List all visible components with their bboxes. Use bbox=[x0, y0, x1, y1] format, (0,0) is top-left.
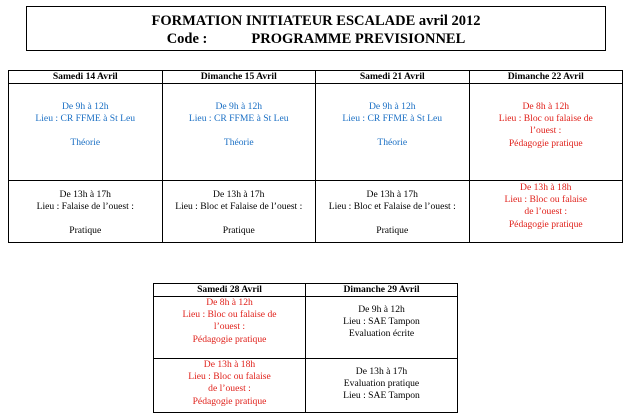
session-location: Lieu : Bloc ou falaise de bbox=[182, 309, 277, 321]
session-time: De 13h à 17h bbox=[355, 366, 408, 377]
session-type: Théorie bbox=[223, 137, 254, 149]
title-line-1: FORMATION INITIATEUR ESCALADE avril 2012 bbox=[151, 13, 481, 29]
session-type: Pratique bbox=[376, 225, 409, 237]
session-location: Lieu : Bloc et Falaise de l’ouest : bbox=[328, 201, 456, 213]
morning-session-cell bbox=[306, 297, 458, 359]
session-time: De 9h à 12h bbox=[215, 101, 263, 112]
session-location-cont: de l’ouest : bbox=[208, 383, 251, 395]
session-location: Lieu : CR FFME à St Leu bbox=[188, 113, 289, 125]
afternoon-session-cell bbox=[469, 181, 623, 243]
session-location: Lieu : Bloc et Falaise de l’ouest : bbox=[175, 201, 303, 213]
table-header-row bbox=[9, 71, 623, 84]
session-type: Evaluation pratique bbox=[343, 378, 420, 390]
session-location: Lieu : Falaise de l’ouest : bbox=[36, 201, 134, 213]
session-time: De 13h à 18h bbox=[520, 182, 572, 193]
session-time: De 9h à 12h bbox=[61, 101, 109, 112]
session-time: De 13h à 17h bbox=[366, 189, 418, 200]
day-header: Samedi 21 Avril bbox=[316, 71, 470, 84]
afternoon-session-cell bbox=[9, 181, 163, 243]
session-location-cont: l’ouest : bbox=[530, 125, 562, 137]
programme-label: PROGRAMME PREVISIONNEL bbox=[251, 31, 466, 47]
session-type: Evaluation écrite bbox=[348, 328, 415, 340]
session-location-cont: de l’ouest : bbox=[524, 206, 568, 218]
session-type: Pédagogie pratique bbox=[192, 395, 267, 407]
afternoon-session-cell bbox=[306, 359, 458, 413]
session-time: De 8h à 12h bbox=[206, 297, 253, 308]
afternoon-row bbox=[9, 181, 623, 243]
day-header: Dimanche 15 Avril bbox=[162, 71, 316, 84]
session-type: Pédagogie pratique bbox=[508, 218, 583, 230]
morning-session-cell bbox=[9, 84, 163, 181]
morning-row bbox=[154, 297, 458, 359]
day-header: Dimanche 22 Avril bbox=[469, 71, 623, 84]
morning-session-cell bbox=[154, 297, 306, 359]
session-type: Théorie bbox=[377, 137, 408, 149]
session-type: Théorie bbox=[70, 137, 101, 149]
afternoon-session-cell bbox=[162, 181, 316, 243]
title-line-2 bbox=[27, 30, 605, 48]
session-location: Lieu : SAE Tampon bbox=[343, 390, 420, 402]
session-time: De 13h à 18h bbox=[203, 359, 256, 370]
schedule-table-week-1 bbox=[8, 70, 623, 243]
session-type: Pratique bbox=[222, 225, 255, 237]
session-type: Pédagogie pratique bbox=[508, 137, 583, 149]
session-time: De 9h à 12h bbox=[368, 101, 416, 112]
session-time: De 8h à 12h bbox=[522, 101, 570, 112]
day-header: Samedi 14 Avril bbox=[9, 71, 163, 84]
session-time: De 13h à 17h bbox=[59, 189, 111, 200]
morning-row bbox=[9, 84, 623, 181]
morning-session-cell bbox=[469, 84, 623, 181]
session-location: Lieu : Bloc ou falaise de bbox=[498, 113, 593, 125]
code-label: Code : bbox=[166, 31, 208, 47]
session-time: De 13h à 17h bbox=[213, 189, 265, 200]
session-location-cont: l’ouest : bbox=[213, 321, 246, 333]
session-type: Pratique bbox=[69, 225, 102, 237]
morning-session-cell bbox=[316, 84, 470, 181]
document-title bbox=[26, 6, 606, 51]
session-location: Lieu : CR FFME à St Leu bbox=[342, 113, 443, 125]
session-location: Lieu : SAE Tampon bbox=[343, 316, 420, 328]
morning-session-cell bbox=[162, 84, 316, 181]
schedule-table-week-2 bbox=[153, 283, 458, 413]
session-time: De 9h à 12h bbox=[358, 304, 405, 315]
afternoon-session-cell bbox=[154, 359, 306, 413]
table-header-row bbox=[154, 284, 458, 297]
session-type: Pédagogie pratique bbox=[192, 333, 267, 345]
day-header: Samedi 28 Avril bbox=[154, 284, 306, 297]
day-header: Dimanche 29 Avril bbox=[306, 284, 458, 297]
session-location: Lieu : CR FFME à St Leu bbox=[35, 113, 136, 125]
session-location: Lieu : Bloc ou falaise bbox=[188, 371, 271, 383]
afternoon-session-cell bbox=[316, 181, 470, 243]
session-location: Lieu : Bloc ou falaise bbox=[504, 194, 588, 206]
afternoon-row bbox=[154, 359, 458, 413]
